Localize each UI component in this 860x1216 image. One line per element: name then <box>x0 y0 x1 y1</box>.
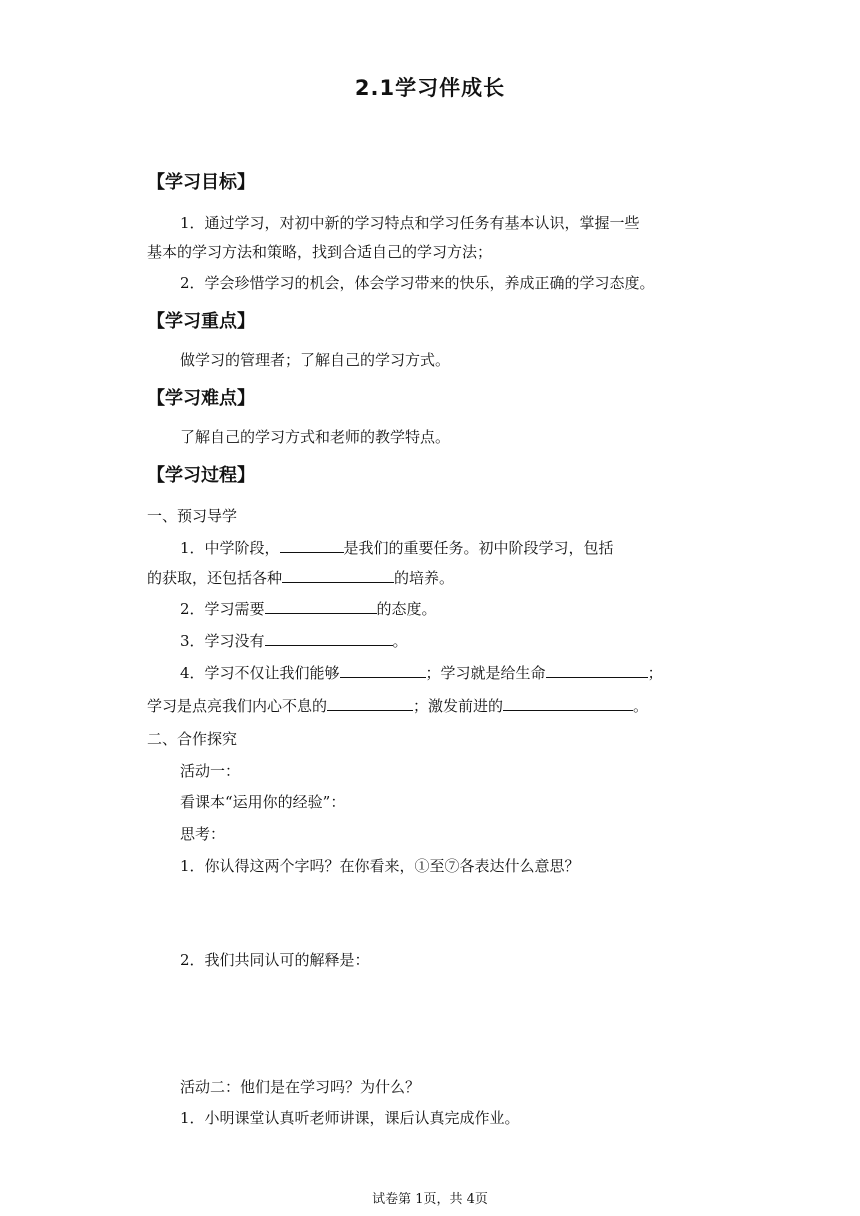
fill-blank[interactable] <box>503 694 633 711</box>
q4-text-e: ；激发前进的 <box>413 697 504 715</box>
preview-question-2 <box>180 597 437 619</box>
think-label: 思考： <box>180 825 226 843</box>
activity-2-label: 活动二：他们是在学习吗？为什么？ <box>180 1078 421 1096</box>
think-question-2: 2．我们共同认可的解释是： <box>180 951 370 969</box>
q3-text-b: 。 <box>392 632 408 650</box>
q4-text-f: 。 <box>633 697 649 715</box>
q4-text-c: ； <box>647 664 663 682</box>
q1-text-a: 1．中学阶段， <box>180 539 280 557</box>
fill-blank[interactable] <box>546 661 648 678</box>
fill-blank[interactable] <box>327 694 413 711</box>
preview-question-1-line-2 <box>147 566 454 588</box>
activity-1-label: 活动一： <box>180 762 241 780</box>
fill-blank[interactable] <box>265 597 377 614</box>
textbook-instruction: 看课本“运用你的经验”： <box>180 793 346 811</box>
q1-text-d: 的培养。 <box>394 569 455 587</box>
page-footer: 试卷第 1页，共 4页 <box>372 1192 488 1207</box>
preview-question-4-line-2 <box>147 694 648 716</box>
preview-question-1-line-1 <box>180 536 614 558</box>
fill-blank[interactable] <box>340 661 426 678</box>
q4-text-b: ；学习就是给生命 <box>425 664 546 682</box>
section-heading-goals: 【学习目标】 <box>147 172 255 193</box>
q2-text-b: 的态度。 <box>376 600 437 618</box>
key-text: 做学习的管理者；了解自己的学习方式。 <box>180 351 451 369</box>
section-heading-process: 【学习过程】 <box>147 465 255 486</box>
goal-item-2: 2．学会珍惜学习的机会，体会学习带来的快乐，养成正确的学习态度。 <box>180 274 655 292</box>
fill-blank[interactable] <box>280 536 344 553</box>
q1-text-c: 的获取，还包括各种 <box>147 569 283 587</box>
goal-item-1-line-2: 基本的学习方法和策略，找到合适自己的学习方法； <box>147 243 493 261</box>
activity-2-item-1: 1．小明课堂认真听老师讲课，课后认真完成作业。 <box>180 1109 520 1127</box>
document-title: 2.1学习伴成长 <box>354 76 506 100</box>
part-2-title: 二、合作探究 <box>147 730 238 748</box>
think-question-1: 1．你认得这两个字吗？在你看来，①至⑦各表达什么意思？ <box>180 857 580 875</box>
part-1-title: 一、预习导学 <box>147 507 238 525</box>
preview-question-3 <box>180 629 408 651</box>
preview-question-4-line-1 <box>180 661 663 683</box>
fill-blank[interactable] <box>282 566 394 583</box>
q1-text-b: 是我们的重要任务。初中阶段学习，包括 <box>343 539 614 557</box>
q2-text-a: 2．学习需要 <box>180 600 265 618</box>
section-heading-difficulty: 【学习难点】 <box>147 388 255 409</box>
q3-text-a: 3．学习没有 <box>180 632 265 650</box>
difficulty-text: 了解自己的学习方式和老师的教学特点。 <box>180 428 451 446</box>
section-heading-key: 【学习重点】 <box>147 311 255 332</box>
fill-blank[interactable] <box>265 629 393 646</box>
q4-text-a: 4．学习不仅让我们能够 <box>180 664 340 682</box>
goal-item-1-line-1: 1．通过学习，对初中新的学习特点和学习任务有基本认识，掌握一些 <box>180 214 640 232</box>
q4-text-d: 学习是点亮我们内心不息的 <box>147 697 328 715</box>
